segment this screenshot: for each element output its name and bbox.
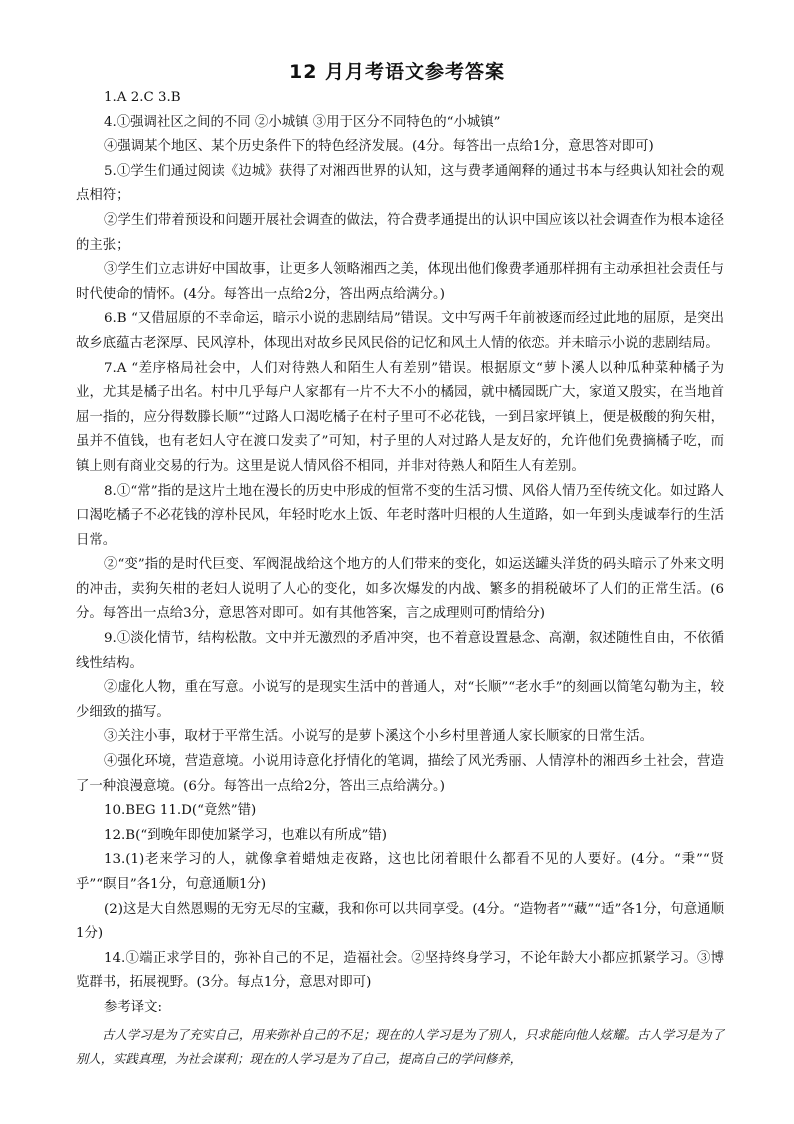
page-title: 12 月月考语文参考答案	[288, 61, 506, 83]
answer-line: 7.A “差序格局社会中，人们对待熟人和陌生人有差别”错误。根据原文“萝卜溪人以种瓜种菜种橘子为业，尤其是橘子出名。村中几乎每户人家都有一片不大不小的橘园，就中橘园既广大，家道又殷实，在当地首屈一指的，应分得数滕长顺”“过路人口渴吃橘子在村子里可不必花钱，一到吕家坪镇上，便是极酸的狗矢柑，虽并不值钱，也有老妇人守在渡口发卖了”可知，村子里的人对过路人是友好的，允许他们免费摘橘子吃，而镇上则有商业交易的行为。这里是说人情风俗不相同，并非对待熟人和陌生人有差别。	[76, 360, 724, 474]
answer-line: ③关注小事，取材于平常生活。小说写的是萝卜溪这个小乡村里普通人家长顺家的日常生活。	[104, 729, 654, 745]
answer-line: 5.①学生们通过阅读《边城》获得了对湘西世界的认知，这与费孝通阐释的通过书本与经典认知社会的观点相符；	[76, 163, 724, 204]
reference-translation	[76, 1023, 724, 1072]
answer-line: 9.①淡化情节，结构松散。文中并无激烈的矛盾冲突，也不着意设置悬念、高潮，叙述随性自由，不依循线性结构。	[76, 631, 724, 671]
answer-line: 14.①端正求学目的，弥补自己的不足，造福社会。②坚持终身学习，不论年龄大小都应抓紧学习。③博览群书，拓展视野。(3分。每点1分，意思对即可)	[76, 950, 724, 991]
answer-line: 10.BEG 11.D(“竟然”错)	[104, 803, 257, 819]
translation-paragraph: 古人学习是为了充实自己，用来弥补自己的不足；现在的人学习是为了别人，只求能向他人炫耀。古人学习是为了别人，实践真理，为社会谋利；现在的人学习是为了自己，提高自己的学问修养，	[76, 1026, 724, 1067]
answer-line: ③学生们立志讲好中国故事，让更多人领略湘西之美，体现出他们像费孝通那样拥有主动承担社会责任与时代使命的情怀。(4分。每答出一点给2分，答出两点给满分。)	[76, 262, 724, 302]
answer-line: ②学生们带着预设和问题开展社会调查的做法，符合费孝通提出的认识中国应该以社会调查作为根本途径的主张；	[76, 212, 724, 253]
answer-body	[76, 86, 724, 1072]
answer-line: ②虚化人物，重在写意。小说写的是现实生活中的普通人，对“长顺”“老水手”的刻画以简笔勾勒为主，较少细致的描写。	[76, 680, 724, 720]
translation-heading: 参考译文:	[104, 999, 163, 1015]
answer-line: ②“变”指的是时代巨变、军阀混战给这个地方的人们带来的变化，如运送罐头洋货的码头暗示了外来文明的冲击，卖狗矢柑的老妇人说明了人心的变化，如多次爆发的内战、繁多的捐税破坏了人们的正常生活。(6分。每答出一点给3分，意思答对即可。如有其他答案，言之成理则可酌情给分)	[76, 557, 724, 622]
answer-line: 1.A 2.C 3.B	[104, 90, 181, 105]
answer-line: 13.(1)老来学习的人，就像拿着蜡烛走夜路，这也比闭着眼什么都看不见的人要好。(4分。“秉”“贤乎”“瞑目”各1分，句意通顺1分)	[76, 852, 724, 892]
answer-line: ④强调某个地区、某个历史条件下的特色经济发展。(4分。每答出一点给1分，意思答对即可)	[104, 139, 654, 155]
answer-line: (2)这是大自然恩赐的无穷无尽的宝藏，我和你可以共同享受。(4分。“造物者”“藏”“适”各1分，句意通顺1分)	[76, 901, 724, 942]
answer-line: 12.B(“到晚年即使加紧学习，也难以有所成”错)	[104, 827, 387, 843]
answer-line: 4.①强调社区之间的不同 ②小城镇 ③用于区分不同特色的“小城镇”	[104, 114, 501, 130]
answer-line: 8.①“常”指的是这片土地在漫长的历史中形成的恒常不变的生活习惯、风俗人情乃至传统文化。如过路人口渴吃橘子不必花钱的淳朴民风，年轻时吃水上饭、年老时落叶归根的人生道路，如一年到头虔诚奉行的生活日常。	[76, 483, 724, 548]
answer-line: ④强化环境，营造意境。小说用诗意化抒情化的笔调，描绘了风光秀丽、人情淳朴的湘西乡土社会，营造了一种浪漫意境。(6分。每答出一点给2分，答出三点给满分。)	[76, 754, 724, 794]
answer-line: 6.B “又借屈原的不幸命运，暗示小说的悲剧结局”错误。文中写两千年前被逐而经过此地的屈原，是突出故乡底蕴古老深厚、民风淳朴，体现出对故乡民风民俗的记忆和风土人情的依恋。并未暗示小说的悲剧结局。	[76, 311, 724, 351]
